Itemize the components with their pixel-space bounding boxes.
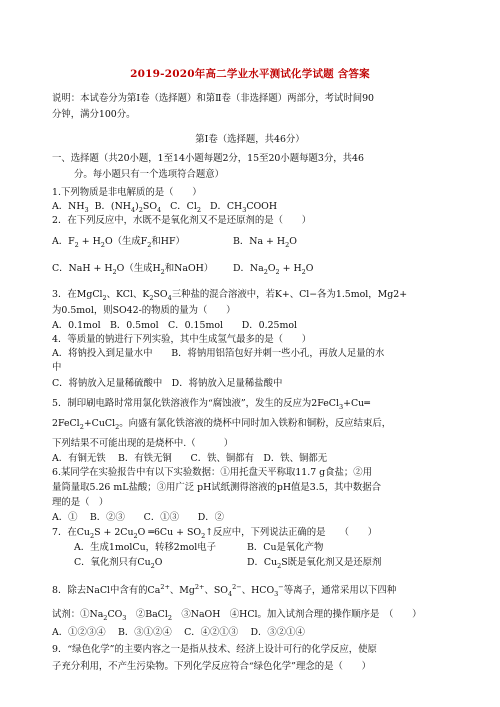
question-7-option-a: A．生成1molCu，转移2mol电子: [74, 542, 216, 553]
question-3-stem: 为0.5mol，则SO42-的物质的量为（ ）: [52, 305, 236, 316]
question-2-option-c: C．NaH + $H_2O$（生成$H_2$和NaOH）: [52, 263, 214, 276]
question-2-stem: 2．在下列反应中，水既不是氧化剂又不是还原剂的是（ ）: [52, 215, 312, 226]
question-4-options: A．将钠投入到足量水中 B．将钠用铝箔包好并刺一些小孔，再放人足量的水: [52, 348, 385, 359]
question-5-options: A．有铜无铁 B．有铁无铜 C．铁、铜都有 D．铁、铜都无: [52, 453, 328, 464]
section1-heading: 一、选择题（共20小题，1至14小题每题2分，15至20小题每题3分，共46: [52, 153, 364, 164]
question-8-stem: 8．除去NaCl中含有的$Ca^{2+}$、$Mg^{2+}$、$SO_4^{2-}$、$HCO_3^-$等离子，通常采用以下四种: [52, 582, 397, 598]
question-2-option-d: D．$Na_2O_2 + H_2O$: [233, 263, 314, 276]
section1-heading: 分。每小题只有一个选项符合题意）: [74, 169, 225, 180]
question-7-option-d: D．$Cu_2S$既是氧化剂又是还原剂: [247, 557, 382, 570]
question-4-stem: 4．等质量的钠进行下列实验，其中生成氢气最多的是（ ）: [52, 334, 312, 345]
question-3-stem: 3．在MgCl$_2$、KCl、$K_2SO_4$三种盐的混合溶液中，若K+、Cl−各为1.5mol，Mg2+: [52, 289, 408, 302]
question-4-options: C．将钠放入足量稀硫酸中 D．将钠放入足量稀盐酸中: [52, 378, 283, 389]
question-5-stem: 2FeCl$_2$+CuCl$_2$。向盛有氯化铁溶液的烧杯中同时加入铁粉和铜粉，反应结束后，: [52, 418, 392, 431]
question-7-stem: 7．在$Cu_2S + 2Cu_2O$ ═6Cu + $SO_2↑$反应中，下列说法正确的是 （ ）: [52, 527, 378, 540]
intro-text: 分钟，满分100分。: [52, 109, 136, 120]
question-8-options: A．①②③④ B．③①②④ C．④②①③ D．③②①④: [52, 627, 305, 638]
question-7-option-c: C．氧化剂只有$Cu_2O$: [74, 557, 163, 570]
question-7-option-b: B．Cu是氧化产物: [247, 542, 324, 553]
question-3-options: A．0.1mol B．0.5mol C．0.15mol D．0.25mol: [52, 320, 298, 331]
question-2-option-b: B．$Na + H_2O$: [233, 236, 297, 249]
question-8-stem: 试剂：$①Na_2CO_3$ ②BaCl$_2$ ③NaOH ④HCl。加入试剂合理的操作顺序是 （ ）: [52, 609, 422, 622]
question-6-stem: 6.某同学在实验报告中有以下实验数据：①用托盘天平称取11.7 g食盐；②用: [52, 467, 373, 478]
question-2-option-a: A．$F_2 + H_2O$（生成$F_2$和HF）: [52, 236, 185, 249]
question-1-options: A．$NH_3$ B．$(NH_4)_2SO_4$ C．$Cl_2$ D．$CH_3COOH$: [52, 201, 278, 214]
question-6-stem: 理的是（ ）: [52, 497, 109, 508]
question-1-stem: 1.下列物质是非电解质的是（ ）: [52, 187, 202, 198]
question-5-stem: 5．制印刷电路时常用氯化铁溶液作为“腐蚀液”，发生的反应为2FeCl$_3$+Cu═: [52, 398, 370, 411]
part1-heading: 第Ⅰ卷（选择题，共46分）: [195, 134, 305, 145]
question-5-stem: 下列结果不可能出现的是烧杯中.（ ）: [52, 438, 234, 449]
document-title: 2019-2020年高二学业水平测试化学试题 含答案: [130, 68, 370, 80]
question-4-options: 中: [52, 362, 62, 373]
question-9-stem: 9．“绿色化学”的主要内容之一是指从技术、经济上设计可行的化学反应，使原: [52, 644, 377, 655]
question-9-stem: 子充分利用，不产生污染物。下列化学反应符合“绿色化学”理念的是（ ）: [52, 661, 371, 672]
question-6-stem: 量筒量取5.26 mL盐酸；③用广泛 pH试纸测得溶液的pH值是3.5，其中数据合: [52, 482, 381, 493]
question-6-options: A．① B．②③ C．①③ D．②: [52, 512, 224, 523]
intro-text: 说明：本试卷分为第Ⅰ卷（选择题）和第Ⅱ卷（非选择题）两部分，考试时间90: [52, 93, 375, 104]
